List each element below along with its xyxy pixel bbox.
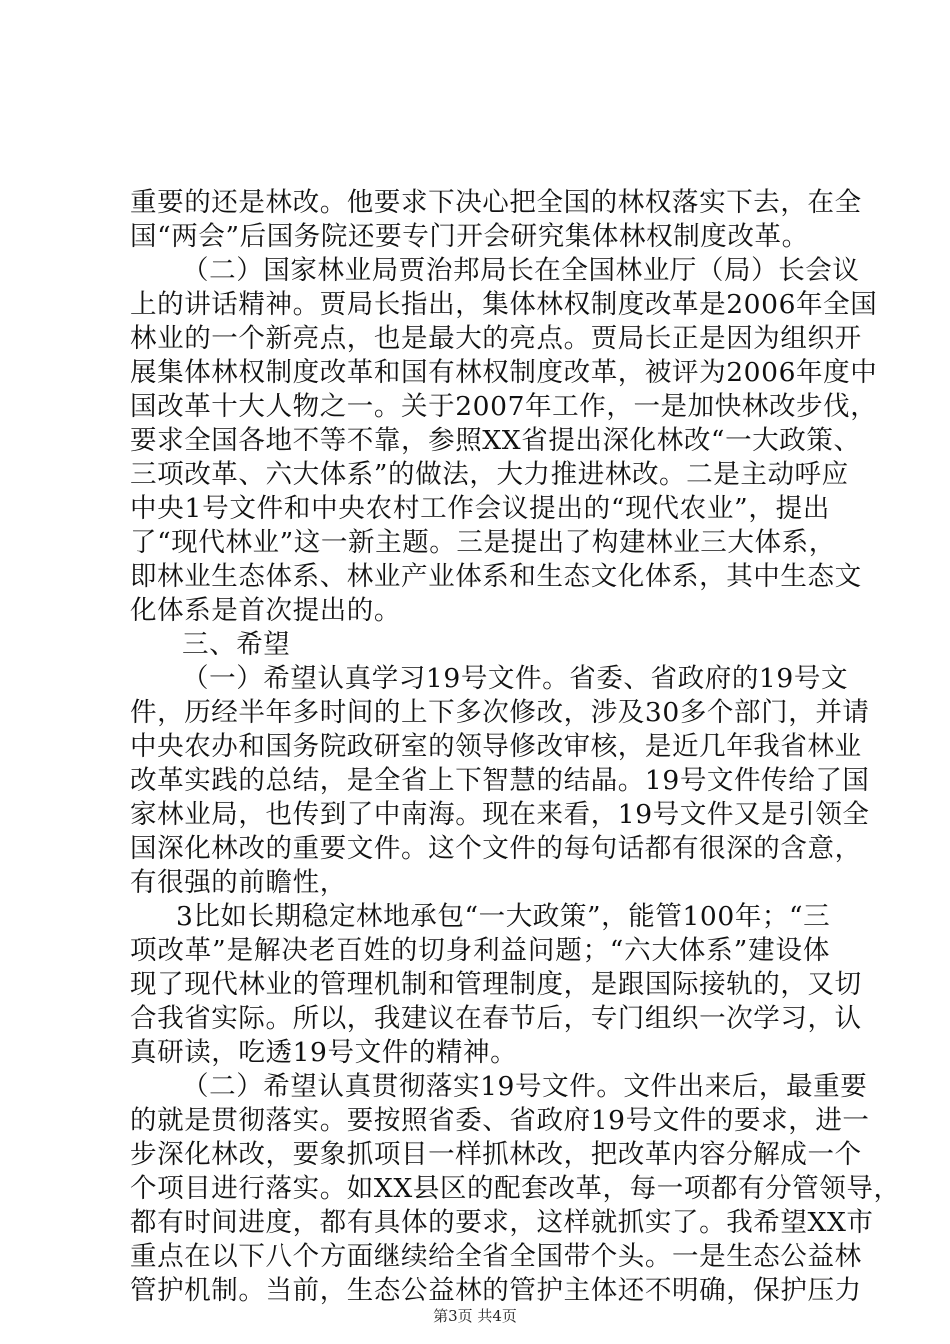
- body-line: 三项改革、六大体系”的做法，大力推进林改。二是主动呼应: [130, 459, 849, 490]
- section-heading: 三、希望: [182, 629, 291, 660]
- body-line: 国改革十大人物之一。关于2007年工作，一是加快林改步伐，: [130, 391, 878, 422]
- body-line: 有很强的前瞻性，: [130, 867, 347, 898]
- body-line: 家林业局，也传到了中南海。现在来看，19号文件又是引领全: [130, 799, 870, 830]
- body-line: 国深化林改的重要文件。这个文件的每句话都有很深的含意，: [130, 833, 862, 864]
- body-line: 个项目进行落实。如XX县区的配套改革，每一项都有分管领导，: [130, 1173, 901, 1204]
- body-line: 了“现代林业”这一新主题。三是提出了构建林业三大体系，: [130, 527, 836, 558]
- body-line: 中央1号文件和中央农村工作会议提出的“现代农业”，提出: [130, 493, 830, 524]
- paragraph-start-line: （二）国家林业局贾治邦局长在全国林业厅（局）长会议: [182, 255, 860, 286]
- body-line: 件，历经半年多时间的上下多次修改，涉及30多个部门，并请: [130, 697, 870, 728]
- body-line: 真研读，吃透19号文件的精神。: [130, 1037, 518, 1068]
- paragraph-start-line: （一）希望认真学习19号文件。省委、省政府的19号文: [182, 663, 849, 694]
- paragraph-start-line: （二）希望认真贯彻落实19号文件。文件出来后，最重要: [182, 1071, 868, 1102]
- body-line: 的就是贯彻落实。要按照省委、省政府19号文件的要求，进一: [130, 1105, 870, 1136]
- body-line: 项改革”是解决老百姓的切身利益问题；“六大体系”建设体: [130, 935, 830, 966]
- body-line: 重要的还是林改。他要求下决心把全国的林权落实下去，在全: [130, 187, 862, 218]
- body-line: 林业的一个新亮点，也是最大的亮点。贾局长正是因为组织开: [130, 323, 862, 354]
- body-line: 上的讲话精神。贾局长指出，集体林权制度改革是2006年全国: [130, 289, 878, 320]
- body-line: 化体系是首次提出的。: [130, 595, 401, 626]
- body-line: 现了现代林业的管理机制和管理制度，是跟国际接轨的，又切: [130, 969, 862, 1000]
- body-line: 中央农办和国务院政研室的领导修改审核，是近几年我省林业: [130, 731, 862, 762]
- body-line: 要求全国各地不等不靠，参照XX省提出深化林改“一大政策、: [130, 425, 861, 456]
- body-line: 改革实践的总结，是全省上下智慧的结晶。19号文件传给了国: [130, 765, 870, 796]
- body-line: 展集体林权制度改革和国有林权制度改革，被评为2006年度中: [130, 357, 878, 388]
- body-line: 管护机制。当前，生态公益林的管护主体还不明确，保护压力: [130, 1275, 862, 1306]
- paragraph-start-line: 3比如长期稳定林地承包“一大政策”，能管100年；“三: [176, 901, 831, 932]
- body-line: 都有时间进度，都有具体的要求，这样就抓实了。我希望XX市: [130, 1207, 874, 1238]
- body-line: 重点在以下八个方面继续给全省全国带个头。一是生态公益林: [130, 1241, 862, 1272]
- body-line: 合我省实际。所以，我建议在春节后，专门组织一次学习，认: [130, 1003, 862, 1034]
- body-line: 国“两会”后国务院还要专门开会研究集体林权制度改革。: [130, 221, 809, 252]
- body-line: 即林业生态体系、林业产业体系和生态文化体系，其中生态文: [130, 561, 862, 592]
- body-line: 步深化林改，要象抓项目一样抓林改，把改革内容分解成一个: [130, 1139, 862, 1170]
- page-footer: 第3页 共4页: [433, 1307, 517, 1325]
